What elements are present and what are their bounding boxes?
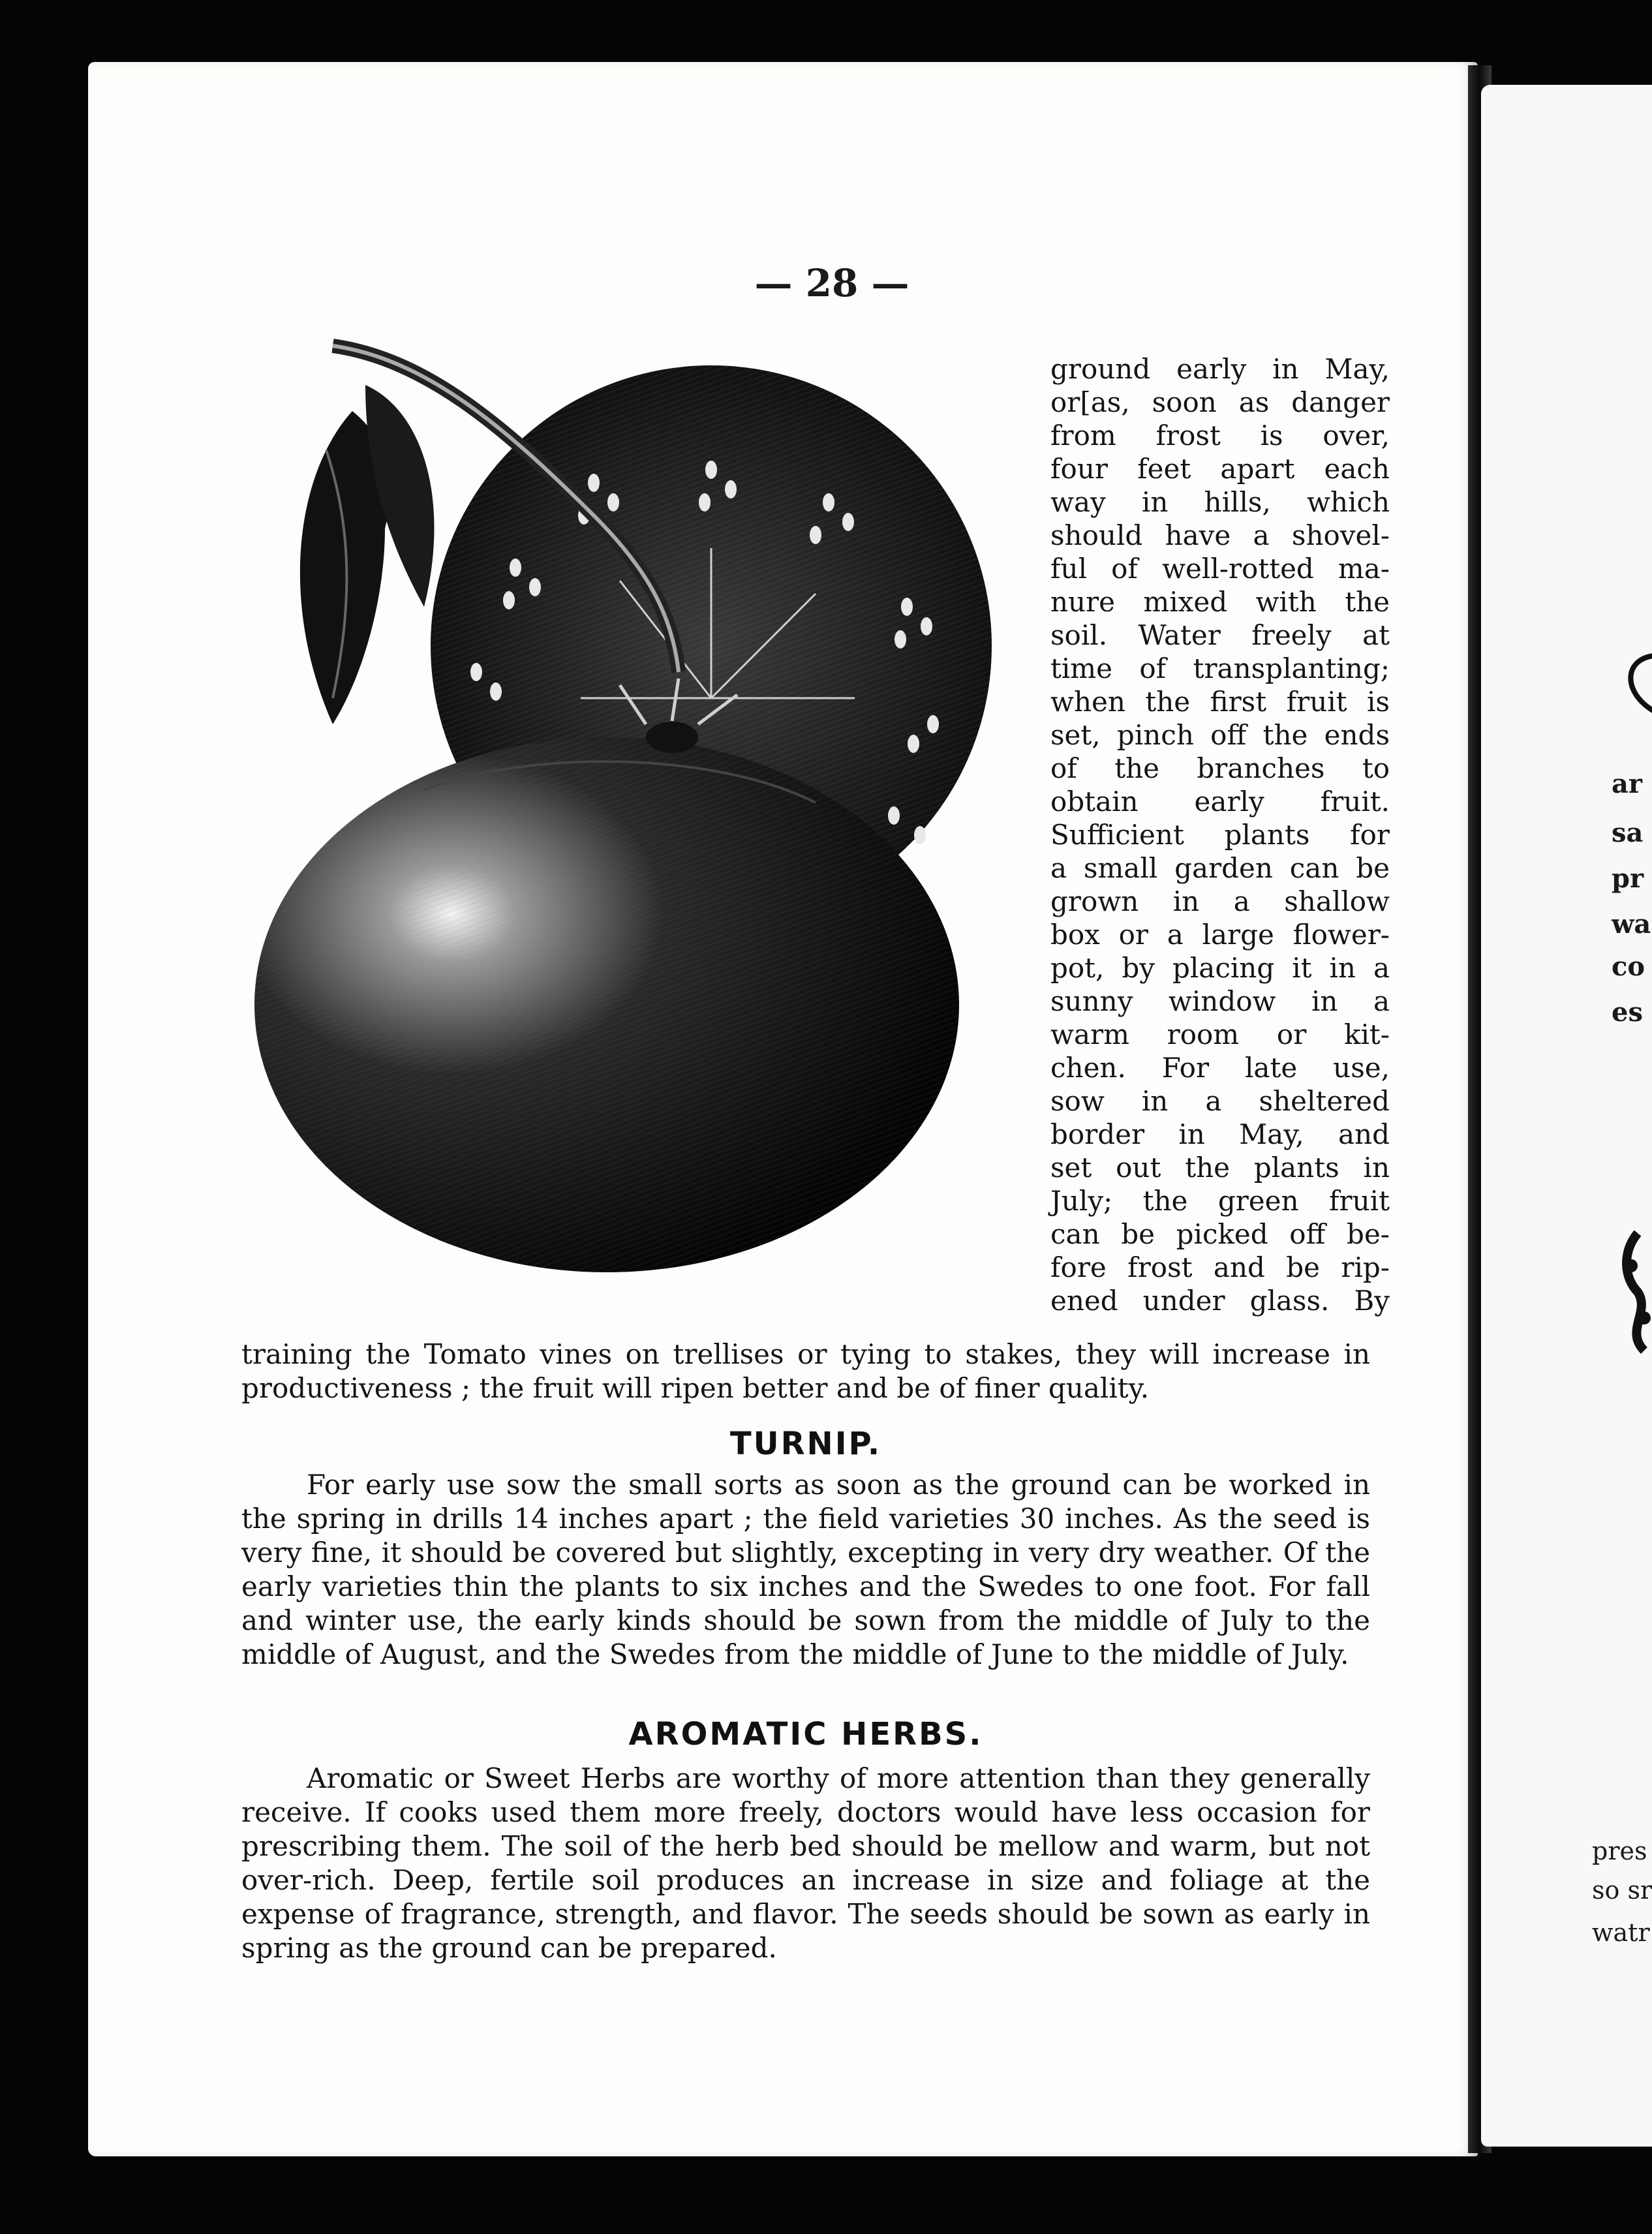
tomato-illustration	[254, 333, 1057, 1311]
side-column-line: grown in a shallow	[1050, 885, 1390, 917]
right-page-fragment: es	[1612, 997, 1643, 1028]
side-column-line: a small garden can be	[1050, 852, 1390, 884]
right-page-ornament	[1618, 652, 1652, 718]
side-column-line: fore frost and be rip-	[1050, 1251, 1390, 1283]
side-column-line: should have a shovel-	[1050, 519, 1390, 551]
side-column-line: obtain early fruit.	[1050, 786, 1390, 818]
page-number: — 28 —	[754, 261, 910, 305]
side-column-line: soil. Water freely at	[1050, 619, 1390, 651]
side-column-line: border in May, and	[1050, 1118, 1390, 1150]
side-column-line: or[as, soon as danger	[1050, 386, 1390, 418]
side-column-line: July; the green fruit	[1050, 1185, 1390, 1217]
right-page-fragment: so sr	[1592, 1876, 1652, 1905]
side-column-line: sow in a sheltered	[1050, 1085, 1390, 1117]
side-column-line: ful of well-rotted ma-	[1050, 553, 1390, 585]
side-column-line: can be picked off be-	[1050, 1218, 1390, 1250]
side-column-line: of the branches to	[1050, 752, 1390, 784]
side-column-line: from frost is over,	[1050, 420, 1390, 451]
side-column-line: warm room or kit-	[1050, 1018, 1390, 1050]
right-page-fragment: wa	[1612, 909, 1651, 940]
right-page-floral-icon	[1618, 1227, 1652, 1357]
turnip-text: For early use sow the small sorts as soon as the ground can be worked in the spring in drills 14 inches apart ; the field varieties 30 inches. As the seed is very fine, it should be covered but slightly, excepting in very dry weather. Of the early varieties thin the plants to six inches and the Swedes to one foot. For fall and winter use, the early kinds should be sown from the middle of July to the middle of August, and the Swedes from the middle of June to the middle of July.	[241, 1469, 1370, 1670]
right-page-fragment: ar	[1612, 769, 1642, 799]
side-column-line: four feet apart each	[1050, 453, 1390, 485]
side-column-line: chen. For late use,	[1050, 1052, 1390, 1084]
right-page-fragment: watr	[1592, 1918, 1650, 1947]
side-column-line: ened under glass. By	[1050, 1285, 1390, 1317]
tomato-continuation: training the Tomato vines on trellises or tying to stakes, they will increase in productiveness ; the fruit will ripen better and be of finer quality.	[241, 1338, 1370, 1404]
side-column-line: pot, by placing it in a	[1050, 952, 1390, 984]
side-column-line: time of transplanting;	[1050, 652, 1390, 684]
side-column-line: set, pinch off the ends	[1050, 719, 1390, 751]
side-column-line: nure mixed with the	[1050, 586, 1390, 618]
tomato-side-column	[1050, 352, 1390, 1317]
right-page-fragment: co	[1612, 951, 1645, 982]
side-column-line: way in hills, which	[1050, 486, 1390, 518]
right-page-fragment: sa	[1612, 818, 1644, 848]
turnip-heading: TURNIP.	[729, 1426, 882, 1462]
herbs-text: Aromatic or Sweet Herbs are worthy of more attention than they generally receive. If cooks used them more freely, doctors would have less occasion for prescribing them. The soil of the herb bed should be mellow and warm, but not over-rich. Deep, fertile soil produces an increase in size and foliage at the expense of fragrance, strength, and flavor. The seeds should be sown as early in spring as the ground can be prepared.	[241, 1762, 1370, 1964]
side-column-line: box or a large flower-	[1050, 919, 1390, 951]
side-column-line: set out the plants in	[1050, 1152, 1390, 1184]
side-column-line: when the first fruit is	[1050, 686, 1390, 718]
right-page-fragment: pres	[1592, 1837, 1647, 1865]
herbs-heading: AROMATIC HERBS.	[628, 1716, 983, 1752]
side-column-line: Sufficient plants for	[1050, 819, 1390, 851]
right-page-fragment: pr	[1612, 863, 1644, 894]
side-column-line: ground early in May,	[1050, 353, 1390, 385]
side-column-line: sunny window in a	[1050, 985, 1390, 1017]
